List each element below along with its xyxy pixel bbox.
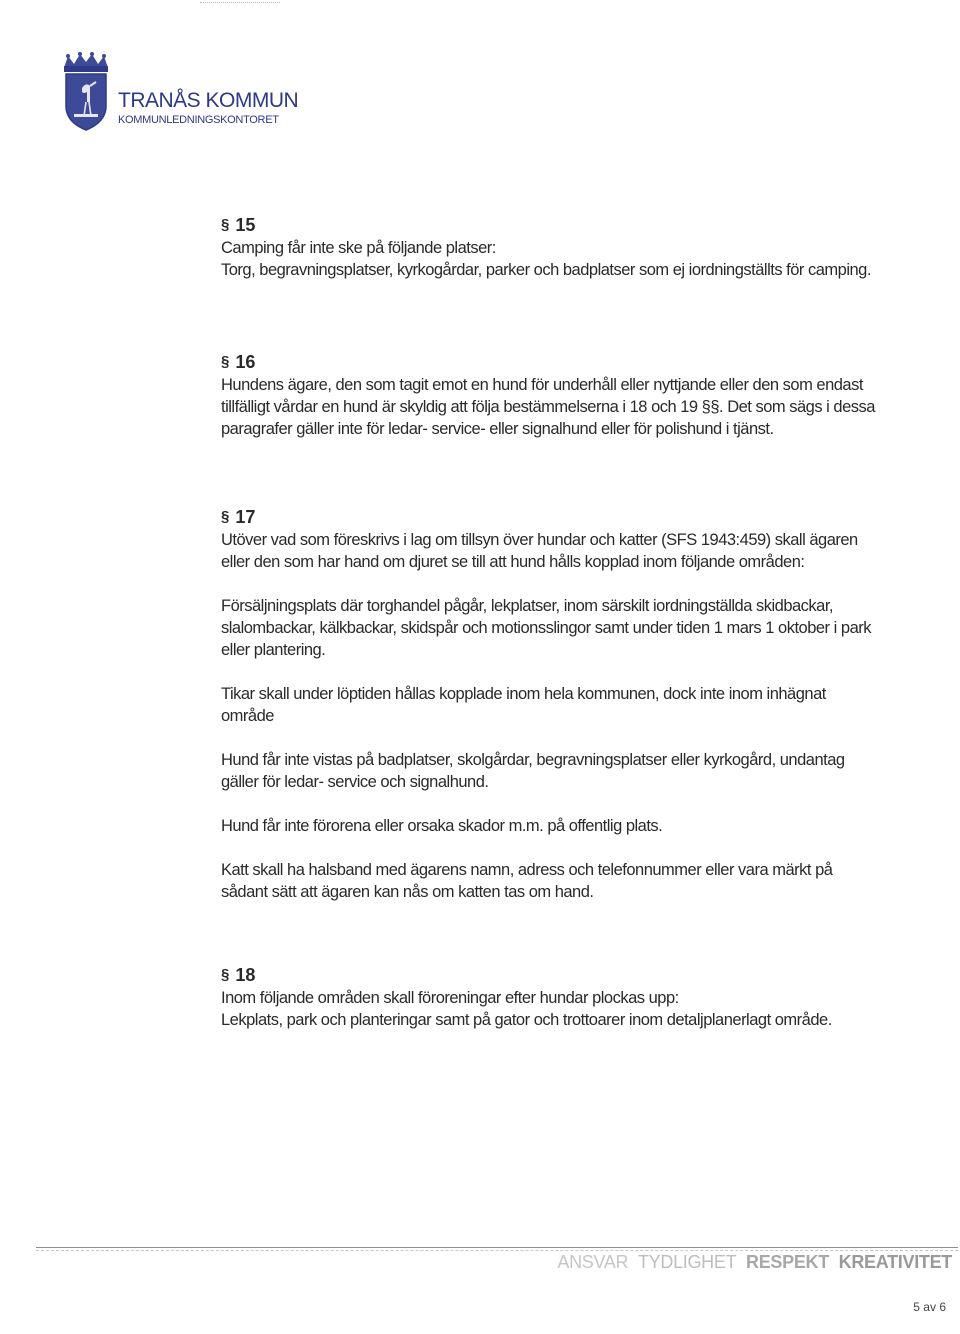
section-number: 17 [235, 507, 256, 527]
section-number: 16 [235, 352, 256, 372]
org-header [118, 89, 298, 127]
scan-artifact [200, 2, 280, 6]
section-18 [221, 963, 832, 1031]
section-number: 18 [235, 965, 256, 985]
paragraph-symbol: § [221, 966, 230, 983]
footer-divider [36, 1247, 958, 1248]
org-name: TRANÅS KOMMUN [118, 89, 299, 112]
paragraph-symbol: § [221, 216, 230, 233]
section-paragraph: Utöver vad som föreskrivs i lag om tillsyn över hundar och katter (SFS 1943:459) skall ägaren eller den som har hand om djuret se till att hund hålls kopplad inom följande områden: [221, 531, 858, 571]
value-kreativitet: KREATIVITET [838, 1252, 952, 1272]
section-line: Torg, begravningsplatser, kyrkogårdar, parker och badplatser som ej iordningställts för camping. [221, 261, 871, 279]
section-paragraph: Hund får inte vistas på badplatser, skolgårdar, begravningsplatser eller kyrkogård, undantag gäller för ledar- service och signalhund. [221, 751, 845, 791]
value-ansvar: ANSVAR [557, 1252, 629, 1272]
section-line: Inom följande områden skall föroreningar efter hundar plockas upp: [221, 989, 679, 1007]
section-heading [221, 505, 881, 529]
value-respekt: RESPEKT [746, 1252, 829, 1272]
value-tydlighet: TYDLIGHET [637, 1252, 737, 1272]
footer-divider-secondary [36, 1250, 958, 1251]
section-line: Camping får inte ske på följande platser: [221, 239, 496, 257]
section-paragraph: Hundens ägare, den som tagit emot en hund för underhåll eller nyttjande eller den som endast tillfälligt vårdar en hund är skyldig att följa bestämmelserna i 18 och 19 §§. Det som sägs i dessa paragrafer gäller inte för ledar- service- eller signalhund eller för polishund i tjänst. [221, 376, 875, 438]
section-paragraph: Katt skall ha halsband med ägarens namn, adress och telefonnummer eller vara märkt på sådant sätt att ägaren kan nås om katten tas om hand. [221, 861, 833, 901]
section-17 [221, 505, 881, 903]
section-paragraph: Hund får inte förorena eller orsaka skador m.m. på offentlig plats. [221, 817, 663, 835]
municipal-crest-icon [60, 52, 112, 132]
section-16 [221, 350, 881, 440]
footer-values [552, 1252, 952, 1273]
paragraph-symbol: § [221, 353, 230, 370]
section-heading [221, 213, 871, 237]
section-15 [221, 213, 871, 281]
section-number: 15 [235, 215, 256, 235]
paragraph-symbol: § [221, 508, 230, 525]
section-heading [221, 350, 881, 374]
department-name: KOMMUNLEDNINGSKONTORET [118, 114, 279, 126]
section-paragraph: Försäljningsplats där torghandel pågår, lekplatser, inom särskilt iordningställda skidbackar, slalombackar, kälkbackar, skidspår och motionsslingor samt under tiden 1 mars 1 oktober i park eller plantering. [221, 597, 871, 659]
page-number: 5 av 6 [913, 1300, 946, 1314]
section-heading [221, 963, 832, 987]
section-paragraph: Tikar skall under löptiden hållas kopplade inom hela kommunen, dock inte inom inhägnat område [221, 685, 826, 725]
section-line: Lekplats, park och planteringar samt på gator och trottoarer inom detaljplanerlagt område. [221, 1011, 832, 1029]
